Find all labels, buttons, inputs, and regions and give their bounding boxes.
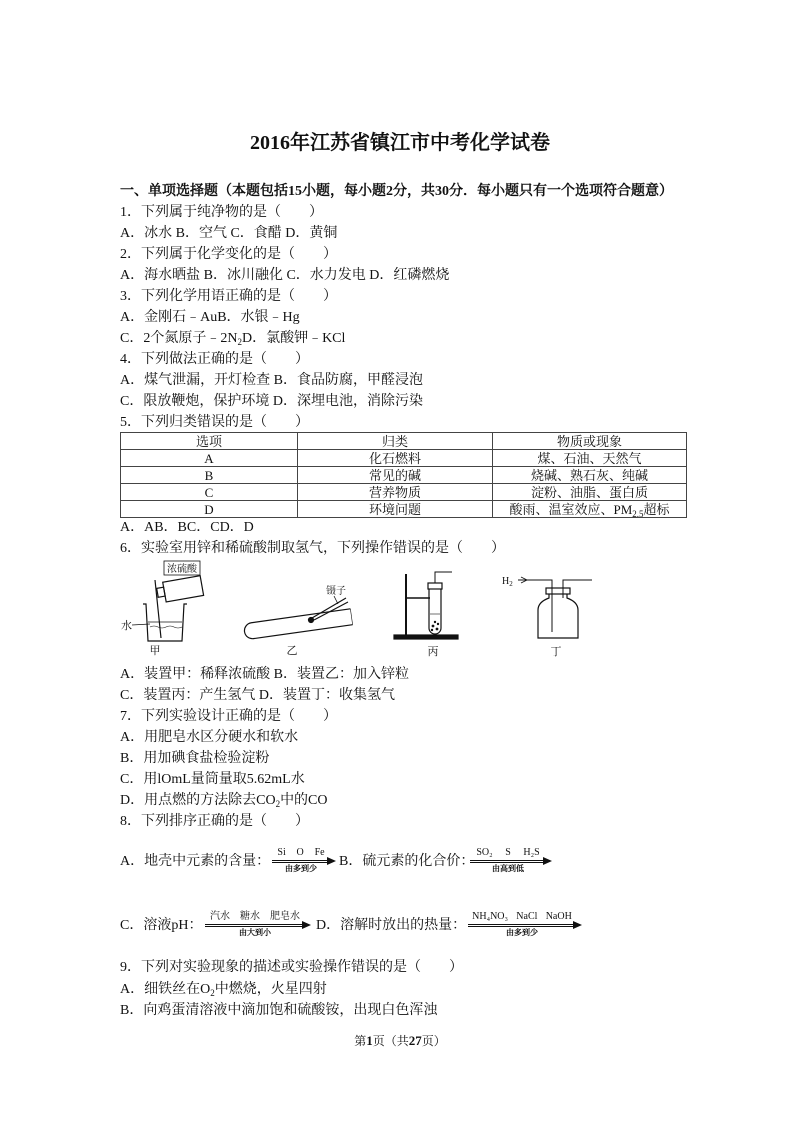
acid-bottle xyxy=(156,576,204,604)
stand-base xyxy=(394,635,458,639)
cell-text: 酸雨、温室效应、PM xyxy=(509,501,633,517)
q4-options-ab: A．煤气泄漏，开灯检查 B．食品防腐，甲醛浸泡 xyxy=(120,373,423,388)
q9-option-a xyxy=(120,982,327,998)
arrow-above-labels xyxy=(470,847,546,858)
caption-ding: 丁 xyxy=(550,646,562,658)
tweezers-label: 镊子 xyxy=(326,586,346,597)
arrow-shaft xyxy=(468,924,576,927)
table-cell: B xyxy=(121,467,298,484)
q3-stem: 3．下列化学用语正确的是（ ） xyxy=(120,289,337,304)
arrow-item: S xyxy=(505,847,511,858)
apparatus-yi xyxy=(243,596,352,640)
reaction-tube xyxy=(429,588,441,634)
table-cell: 淀粉、油脂、蛋白质 xyxy=(493,484,687,501)
water-label: 水 xyxy=(121,620,132,632)
stopper xyxy=(428,583,442,589)
q1-options: A．冰水 B．空气 C．食醋 D．黄铜 xyxy=(120,226,338,241)
hydrogen-label xyxy=(502,576,513,588)
option-text: D．用点燃的方法除去CO xyxy=(120,793,276,808)
page-footer xyxy=(0,1033,800,1049)
q3-options-cd xyxy=(120,331,345,347)
table-cell: 常见的碱 xyxy=(298,467,493,484)
page-number: 1 xyxy=(366,1033,373,1048)
footer-text: 页（共 xyxy=(372,1034,409,1048)
arrow-item: H₂S xyxy=(523,847,540,858)
table-header-row xyxy=(121,433,687,450)
table-row xyxy=(121,501,687,518)
footer-text: 页） xyxy=(421,1034,446,1048)
q8-option-a-label: A．地壳中元素的含量： xyxy=(120,854,271,869)
table-row xyxy=(121,450,687,467)
table-header-cell: 物质或现象 xyxy=(493,433,687,450)
apparatus-figure xyxy=(0,558,800,658)
caption-yi: 乙 xyxy=(286,645,298,657)
apparatus-ding xyxy=(518,577,592,638)
arrow-shaft xyxy=(470,860,546,863)
q8-option-d-arrow xyxy=(468,911,582,941)
page-title: 2016年江苏省镇江市中考化学试卷 xyxy=(250,132,550,154)
page-total: 27 xyxy=(408,1033,422,1048)
subscript: 2 xyxy=(509,580,513,588)
table-header-cell: 选项 xyxy=(121,433,298,450)
table-cell: A xyxy=(121,450,298,467)
tweezers-leader-line xyxy=(334,596,338,604)
q8-option-c-arrow xyxy=(205,911,311,941)
tweezers xyxy=(312,598,348,620)
arrow-shaft xyxy=(272,860,330,863)
conc-acid-label: 浓硫酸 xyxy=(167,564,197,575)
q6-options-cd: C．装置丙：产生氢气 D．装置丁：收集氢气 xyxy=(120,688,395,703)
q8-option-a-arrow xyxy=(272,847,336,877)
apparatus-bing xyxy=(394,572,458,639)
footer-text: 第 xyxy=(354,1034,367,1048)
table-cell: 化石燃料 xyxy=(298,450,493,467)
option-text: 中燃烧，火星四射 xyxy=(214,982,327,997)
option-text: 中的CO xyxy=(280,793,328,808)
q9-option-b: B．向鸡蛋清溶液中滴加饱和硫酸铵，出现白色浑浊 xyxy=(120,1003,438,1018)
arrow-item: O xyxy=(296,847,304,858)
arrow-item: Fe xyxy=(314,847,325,858)
arrow-below-label: 由多到少 xyxy=(506,928,538,937)
bottle-stopper xyxy=(546,588,570,594)
arrow-below-label: 由大到小 xyxy=(239,928,271,937)
q5-options: A．AB．BC．CD．D xyxy=(120,520,254,535)
caption-jia: 甲 xyxy=(149,645,161,657)
q7-option-d xyxy=(120,793,328,809)
q6-stem: 6．实验室用锌和稀硫酸制取氢气，下列操作错误的是（ ） xyxy=(120,541,505,556)
arrow-item: NaOH xyxy=(545,911,572,922)
arrow-above-labels xyxy=(272,847,330,858)
option-text: A．细铁丝在O xyxy=(120,982,211,997)
table-header-cell: 归类 xyxy=(298,433,493,450)
arrow-below-label: 由高到低 xyxy=(492,864,524,873)
caption-bing: 丙 xyxy=(427,646,439,658)
table-cell xyxy=(493,501,687,518)
test-tube xyxy=(243,609,352,640)
q6-options-ab: A．装置甲：稀释浓硫酸 B．装置乙：加入锌粒 xyxy=(120,667,409,682)
table-cell: 营养物质 xyxy=(298,484,493,501)
q8-option-b-label: B．硫元素的化合价： xyxy=(339,854,475,869)
arrow-item: 汽水 xyxy=(210,911,230,922)
delivery-tube xyxy=(435,572,452,583)
q7-option-b: B．用加碘食盐检验淀粉 xyxy=(120,751,270,766)
q7-option-c: C．用lOmL量筒量取5.62mL水 xyxy=(120,772,305,787)
arrow-item: NaCl xyxy=(516,911,538,922)
water-waves xyxy=(150,626,182,628)
arrow-above-labels xyxy=(468,911,576,922)
table-cell: D xyxy=(121,501,298,518)
gas-bottle xyxy=(538,594,578,638)
q7-stem: 7．下列实验设计正确的是（ ） xyxy=(120,709,337,724)
subscript: 2 xyxy=(210,988,215,998)
subscript: 2.5 xyxy=(632,508,644,519)
arrow-item: 肥皂水 xyxy=(270,911,300,922)
q8-option-b-arrow xyxy=(470,847,552,877)
q7-option-a: A．用肥皂水区分硬水和软水 xyxy=(120,730,299,745)
arrow-item: 糖水 xyxy=(240,911,260,922)
cell-text: 超标 xyxy=(643,501,670,517)
q2-stem: 2．下列属于化学变化的是（ ） xyxy=(120,247,337,262)
q3-options-cd-part: C．2个氮原子﹣2N xyxy=(120,331,238,346)
q3-options-ab: A．金刚石﹣AuB．水银﹣Hg xyxy=(120,310,300,325)
q4-stem: 4．下列做法正确的是（ ） xyxy=(120,352,309,367)
q8-stem: 8．下列排序正确的是（ ） xyxy=(120,814,309,829)
arrow-item: Si xyxy=(277,847,286,858)
subscript: 2 xyxy=(237,337,242,347)
table-cell: 烧碱、熟石灰、纯碱 xyxy=(493,467,687,484)
q8-option-c-label: C．溶液pH： xyxy=(120,918,203,933)
arrow-shaft xyxy=(205,924,305,927)
table-row xyxy=(121,484,687,501)
table-cell: C xyxy=(121,484,298,501)
table-cell: 煤、石油、天然气 xyxy=(493,450,687,467)
zinc-granules xyxy=(431,621,439,631)
arrow-item: NH₄NO₃ xyxy=(472,911,508,922)
arrow-above-labels xyxy=(205,911,305,922)
q5-stem: 5．下列归类错误的是（ ） xyxy=(120,415,309,430)
table-row xyxy=(121,467,687,484)
table-cell: 环境问题 xyxy=(298,501,493,518)
arrow-below-label: 由多到少 xyxy=(285,864,317,873)
beaker xyxy=(143,604,187,641)
q3-options-cd-part: D．氯酸钾﹣KCl xyxy=(241,331,346,346)
q8-option-d-label: D．溶解时放出的热量： xyxy=(316,918,467,933)
arrow-item: SO₂ xyxy=(476,847,493,858)
classification-table xyxy=(120,432,687,518)
zinc-granule xyxy=(309,618,314,623)
q9-stem: 9．下列对实验现象的描述或实验操作错误的是（ ） xyxy=(120,960,463,975)
q2-options: A．海水晒盐 B．冰川融化 C．水力发电 D．红磷燃烧 xyxy=(120,268,450,283)
q4-options-cd: C．限放鞭炮，保护环境 D．深埋电池，消除污染 xyxy=(120,394,423,409)
q1-stem: 1．下列属于纯净物的是（ ） xyxy=(120,205,323,220)
subscript: 2 xyxy=(275,799,281,809)
section-heading: 一、单项选择题（本题包括15小题，每小题2分，共30分．每小题只有一个选项符合题意） xyxy=(120,184,673,199)
hydrogen-symbol: H xyxy=(502,576,510,587)
